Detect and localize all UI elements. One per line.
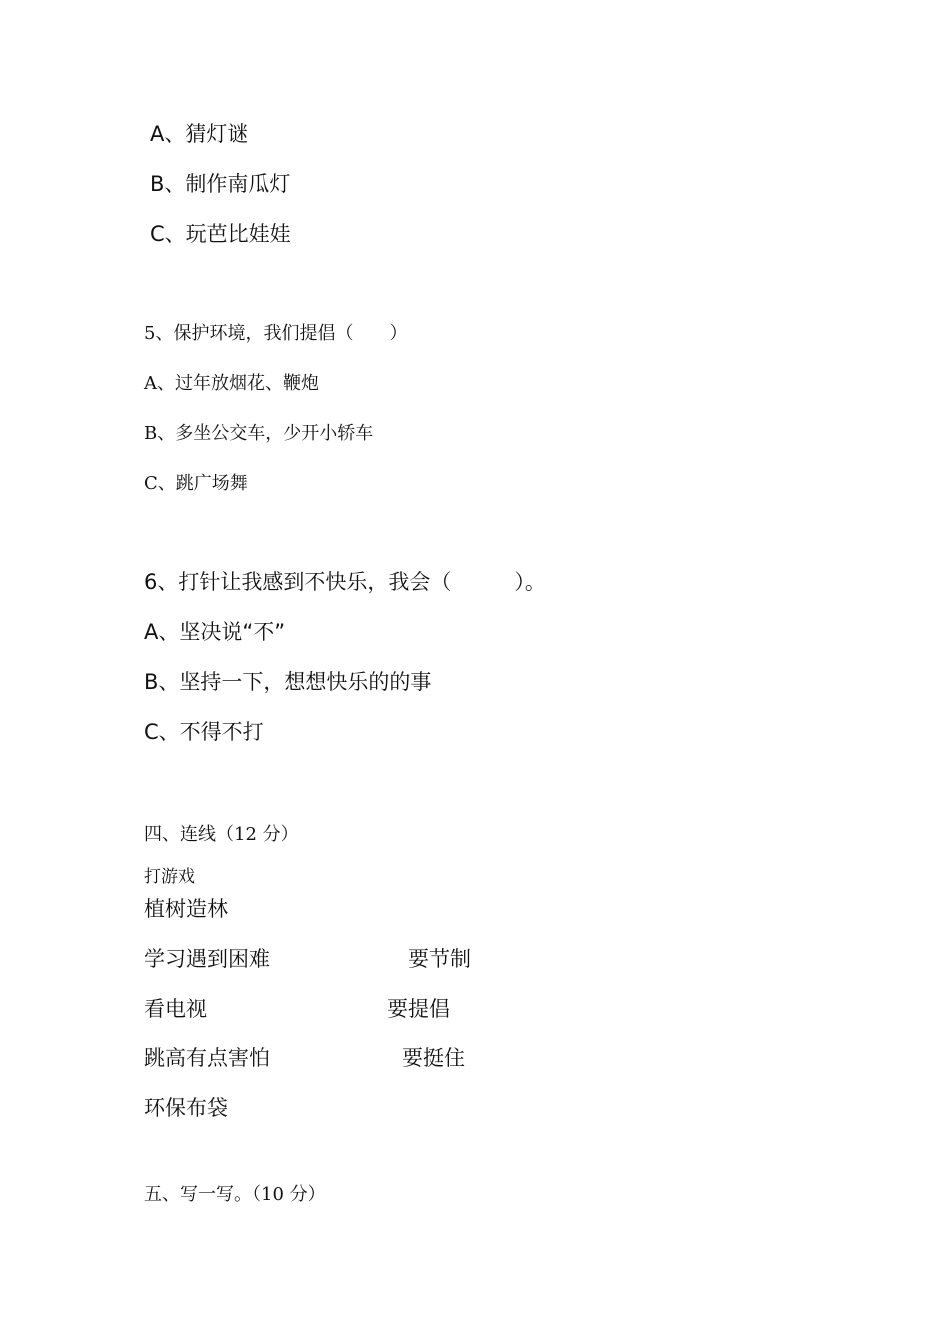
q5-option-c: C、跳广场舞 xyxy=(144,473,248,494)
match-left-item: 学习遇到困难 xyxy=(144,947,270,971)
q6-option-b: B、坚持一下，想想快乐的的事 xyxy=(144,670,432,694)
match-right-item: 要挺住 xyxy=(402,1046,465,1070)
match-right-item: 要提倡 xyxy=(387,997,450,1021)
section5-heading: 五、写一写。（10 分） xyxy=(144,1184,326,1205)
q4-option-b: B、制作南瓜灯 xyxy=(150,172,291,196)
q4-option-a: A、猜灯谜 xyxy=(150,122,249,146)
q5-option-a: A、过年放烟花、鞭炮 xyxy=(144,373,319,394)
q5-option-b: B、多坐公交车，少开小轿车 xyxy=(144,423,374,444)
match-left-item: 跳高有点害怕 xyxy=(144,1046,270,1070)
q6-option-c: C、不得不打 xyxy=(144,720,264,744)
match-left-item: 环保布袋 xyxy=(144,1096,228,1120)
q4-option-c: C、玩芭比娃娃 xyxy=(150,222,291,246)
match-left-item: 看电视 xyxy=(144,997,207,1021)
q5-question: 5、保护环境，我们提倡（ ） xyxy=(144,323,408,344)
match-right-item: 要节制 xyxy=(408,947,471,971)
match-left-item: 植树造林 xyxy=(144,897,228,921)
q6-option-a: A、坚决说“不” xyxy=(144,620,286,644)
q6-question: 6、打针让我感到不快乐，我会（ ）。 xyxy=(144,570,546,594)
section4-heading: 四、连线（12 分） xyxy=(144,824,299,845)
match-left-item: 打游戏 xyxy=(144,867,195,887)
